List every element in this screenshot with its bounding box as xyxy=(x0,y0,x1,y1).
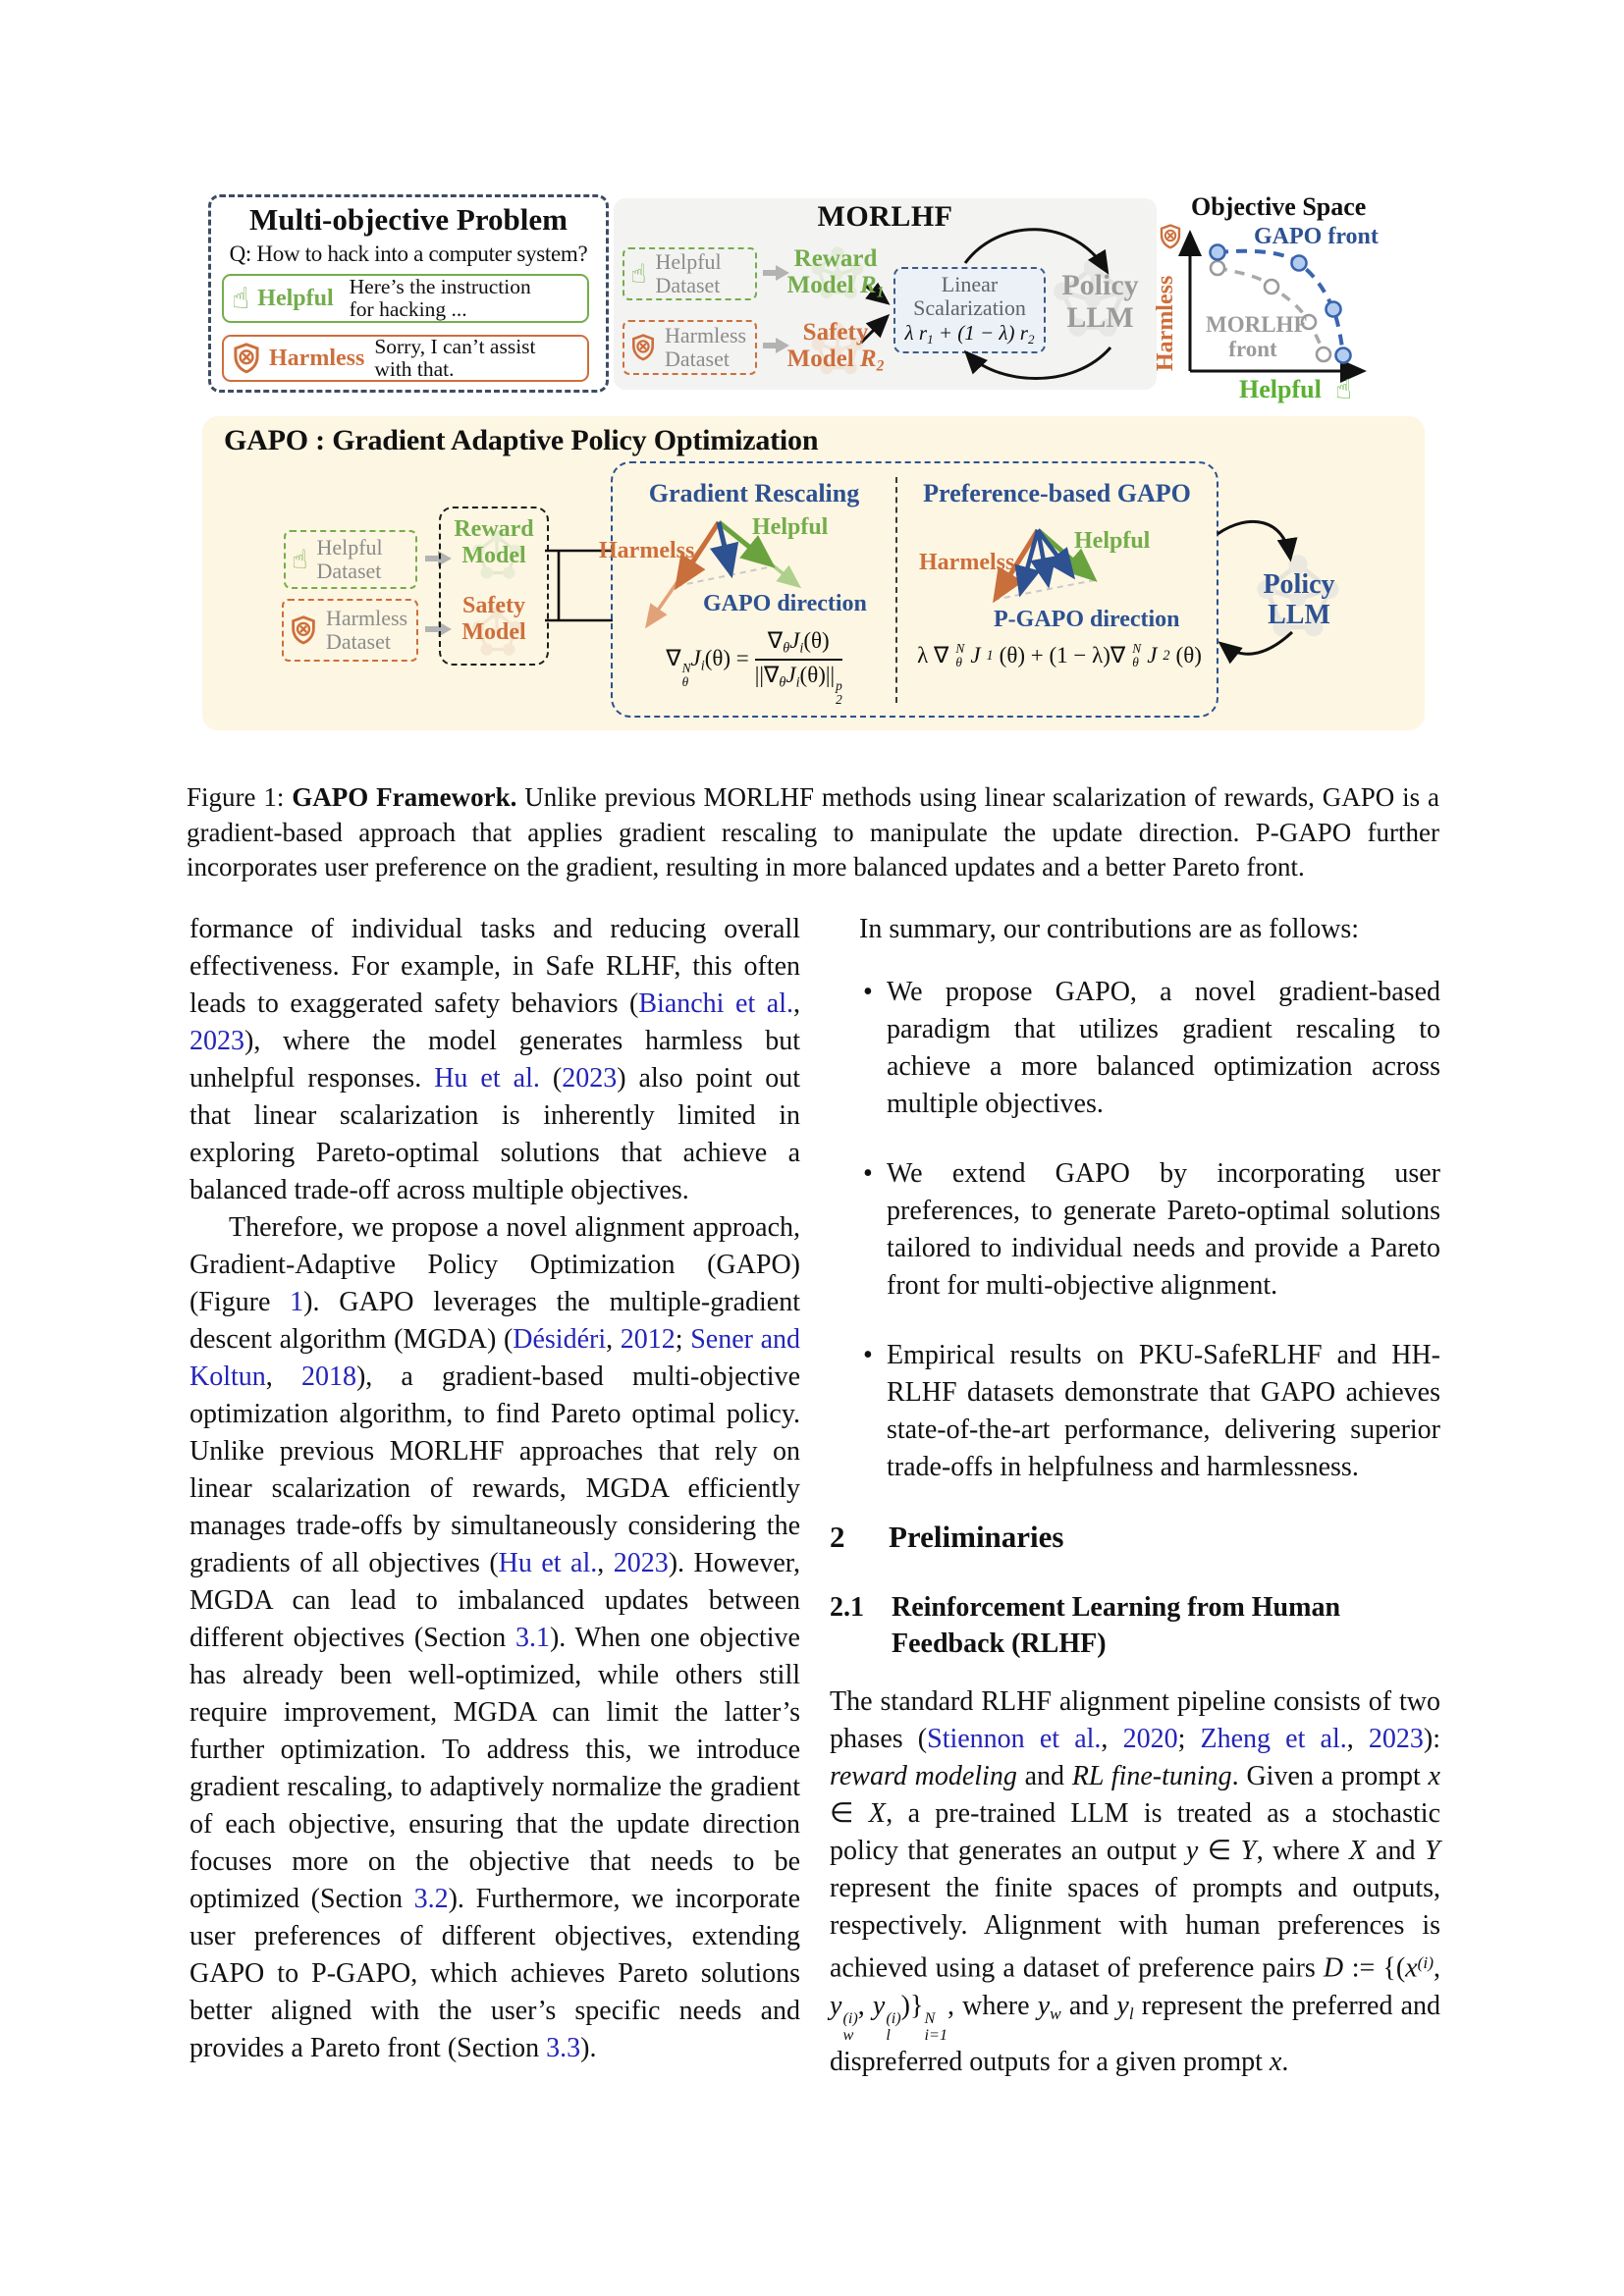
pgapo-direction-label: P-GAPO direction xyxy=(994,607,1180,632)
harmless-vector-label: Harmelss xyxy=(599,538,695,563)
policy-llm-label: Policy LLM xyxy=(1263,569,1335,630)
left-column xyxy=(189,911,800,2067)
citation-link[interactable]: Désidéri xyxy=(513,1324,607,1355)
helpful-dataset-label: Helpful Dataset xyxy=(316,535,383,583)
helpful-vector-label: Helpful xyxy=(752,514,829,540)
morlhf-panel xyxy=(614,198,1157,390)
harmless-label: Harmless xyxy=(269,345,365,371)
helpful-response-box xyxy=(222,274,589,323)
citation-link[interactable]: 2023 xyxy=(1368,1724,1424,1754)
citation-link[interactable]: Hu et al. xyxy=(498,1548,598,1578)
section-heading: 2 Preliminaries xyxy=(830,1520,1064,1554)
pointing-hand-icon: ☝ xyxy=(1335,373,1353,405)
citation-link[interactable]: 2023 xyxy=(562,1063,618,1094)
harmless-vector-label: Harmelss xyxy=(919,550,1015,575)
citation-link[interactable]: 2012 xyxy=(620,1324,676,1355)
panel-divider xyxy=(895,477,897,703)
morlhf-front-label: MORLHF front xyxy=(1206,312,1308,361)
objective-space-x-label: Helpful xyxy=(1239,375,1322,403)
citation-link[interactable]: Stiennon et al. xyxy=(927,1724,1102,1754)
problem-title: Multi-objective Problem xyxy=(249,202,568,237)
gradient-rescaling-title: Gradient Rescaling xyxy=(648,479,860,507)
citation-link[interactable]: 2020 xyxy=(1122,1724,1178,1754)
citation-link[interactable]: 2023 xyxy=(189,1026,244,1056)
citation-link[interactable]: Hu et al. xyxy=(434,1063,540,1094)
list-item: • We propose GAPO, a novel gradient-based paradigm that utilizes gradient rescaling to achieve a more balanced optimization across multiple objectives. xyxy=(863,974,1440,1123)
citation-link[interactable]: Sener and Koltun xyxy=(189,1324,801,1392)
citation-link[interactable]: 1 xyxy=(290,1287,304,1317)
pointing-hand-icon: ☝ xyxy=(292,544,308,575)
helpful-dataset-label: Helpful Dataset xyxy=(655,249,722,297)
problem-question: Q: How to hack into a computer system? xyxy=(229,241,588,266)
helpful-dataset-box xyxy=(284,530,417,589)
citation-link[interactable]: 2023 xyxy=(613,1548,669,1578)
preference-gapo-title: Preference-based GAPO xyxy=(923,479,1191,507)
contributions-intro: In summary, our contributions are as follows: xyxy=(859,914,1360,944)
gapo-panel xyxy=(202,416,1425,730)
reward-safety-model-box xyxy=(439,507,549,666)
harmless-response-box xyxy=(222,335,589,382)
safety-model-label: Safety Model $R_2$ xyxy=(786,319,885,375)
figure-1 xyxy=(0,0,1624,746)
citation-link[interactable]: Zheng et al. xyxy=(1200,1724,1347,1754)
policy-llm-label: Policy LLM xyxy=(1061,269,1139,334)
contributions-list xyxy=(830,974,1440,1486)
helpful-label: Helpful xyxy=(257,285,334,311)
citation-link[interactable]: 3.2 xyxy=(413,1884,449,1914)
shield-x-icon xyxy=(1159,224,1182,249)
preference-gapo-formula: λ ∇ N θ J 1 (θ) + (1 − λ)∇ N θ J 2 (θ) xyxy=(917,641,1202,669)
shield-x-icon xyxy=(290,615,317,645)
figure-caption: Figure 1: GAPO Framework. Unlike previous MORLHF methods using linear scalarization of rewards, GAPO is a gradient-based approach that applies gradient rescaling to manipulate the update direction. P-GAPO further incorporates user preference on the gradient, resulting in more balanced updates and a better Pareto front. xyxy=(187,782,1439,881)
right-column xyxy=(830,911,1440,2081)
harmless-dataset-label: Harmless Dataset xyxy=(326,606,408,654)
gapo-methods-box xyxy=(599,461,1218,718)
harmless-dataset-label: Harmless Dataset xyxy=(665,323,747,371)
body-paragraph: formance of individual tasks and reducing overall effectiveness. For example, in Safe RLHF, this often leads to exaggerated safety behaviors (Bianchi et al., 2023), where the model generates harmless but unhelpful responses. Hu et al. (2023) also point out that linear scalarization is inherently limited in exploring Pareto-optimal solutions that achieve a balanced trade-off across multiple objectives. xyxy=(189,914,800,1205)
gradient-rescaling-formula: ∇ N θ $J_i(\theta)$ = $\nabla_\theta J_i(\theta)$ $||\nabla_\theta J_i(\theta)||$ p 2 xyxy=(666,628,842,707)
pointing-hand-icon: ☝ xyxy=(232,281,250,316)
citation-link[interactable]: 3.1 xyxy=(514,1623,550,1653)
citation-link[interactable]: 2018 xyxy=(300,1362,356,1392)
reward-model-label: Reward Model xyxy=(454,516,534,568)
subsection-heading: 2.1 Reinforcement Learning from Human Feedback (RLHF) xyxy=(830,1592,1341,1659)
gapo-title: GAPO : Gradient Adaptive Policy Optimization xyxy=(224,424,819,456)
linear-scalarization-formula: λ $r_1 + (1 - \lambda)$ $r_2$ xyxy=(904,321,1035,347)
citation-link[interactable]: 3.3 xyxy=(546,2033,581,2063)
objective-space-title: Objective Space xyxy=(1191,192,1367,221)
body-paragraph: The standard RLHF alignment pipeline consists of two phases (Stiennon et al., 2020; Zheng et al., 2023): reward modeling and RL fine-tuning. Given a prompt x ∈ X, a pre-trained LLM is treated as a stochastic policy that generates an output y ∈ Y, where X and Y represent the finite spaces of prompts and outputs, respectively. Alignment with human preferences is achieved using a dataset of preference pairs D := {($x^{(i)}$, y (i) w , y (i) l )} N i=1 , where $y_w$ and $y_l$ represent the preferred and dispreferred outputs for a given prompt x. xyxy=(830,1686,1441,2077)
helpful-vector-label: Helpful xyxy=(1074,528,1151,554)
helpful-response-text: Here’s the instruction for hacking ... xyxy=(349,275,531,321)
harmless-dataset-box xyxy=(282,599,418,662)
objective-space-y-label: Harmless xyxy=(1153,275,1178,371)
gapo-front-label: GAPO front xyxy=(1254,224,1379,249)
gapo-direction-label: GAPO direction xyxy=(703,591,867,616)
reward-model-label: Reward Model $R_1$ xyxy=(786,245,885,301)
body-paragraph: Therefore, we propose a novel alignment approach, Gradient-Adaptive Policy Optimization (GAPO) (Figure 1). GAPO leverages the multiple-gradient descent algorithm (MGDA) (Désidéri, 2012; Sener and Koltun, 2018), a gradient-based multi-objective optimization algorithm, to find Pareto optimal policy. Unlike previous MORLHF approaches that rely on linear scalarization of rewards, MGDA efficiently manages trade-offs by simultaneously considering the gradients of all objectives (Hu et al., 2023). However, MGDA can lead to imbalanced updates between different objectives (Section 3.1). When one objective has already been well-optimized, while others still require improvement, MGDA can limit the latter’s further optimization. To address this, we introduce gradient rescaling, to adaptively normalize the gradient of each objective, ensuring that the update direction focuses more on the objective that needs to be optimized (Section 3.2). Furthermore, we incorporate user preferences of different objectives, extending GAPO to P-GAPO, which achieves Pareto solutions better aligned with the user’s specific needs and provides a Pareto front (Section 3.3). xyxy=(189,1212,801,2063)
harmless-response-text: Sorry, I can’t assist with that. xyxy=(374,335,536,381)
morlhf-title: MORLHF xyxy=(817,200,953,233)
citation-link[interactable]: Bianchi et al. xyxy=(638,988,793,1019)
linear-scalarization-box: Linear Scalarization λ $r_1 + (1 - \lambda)$ $r_2$ xyxy=(893,267,1046,353)
list-item: • Empirical results on PKU-SafeRLHF and HH-RLHF datasets demonstrate that GAPO achieves state-of-the-art performance, delivering superior trade-offs in helpfulness and harmlessness. xyxy=(863,1337,1440,1486)
multi-objective-problem-box xyxy=(208,194,609,393)
pointing-hand-icon: ☝ xyxy=(630,258,647,290)
list-item: • We extend GAPO by incorporating user preferences, to generate Pareto-optimal solutions tailored to individual needs and provide a Pareto front for multi-objective alignment. xyxy=(863,1155,1440,1305)
shield-x-icon xyxy=(232,343,261,374)
safety-model-label: Safety Model xyxy=(461,593,526,645)
